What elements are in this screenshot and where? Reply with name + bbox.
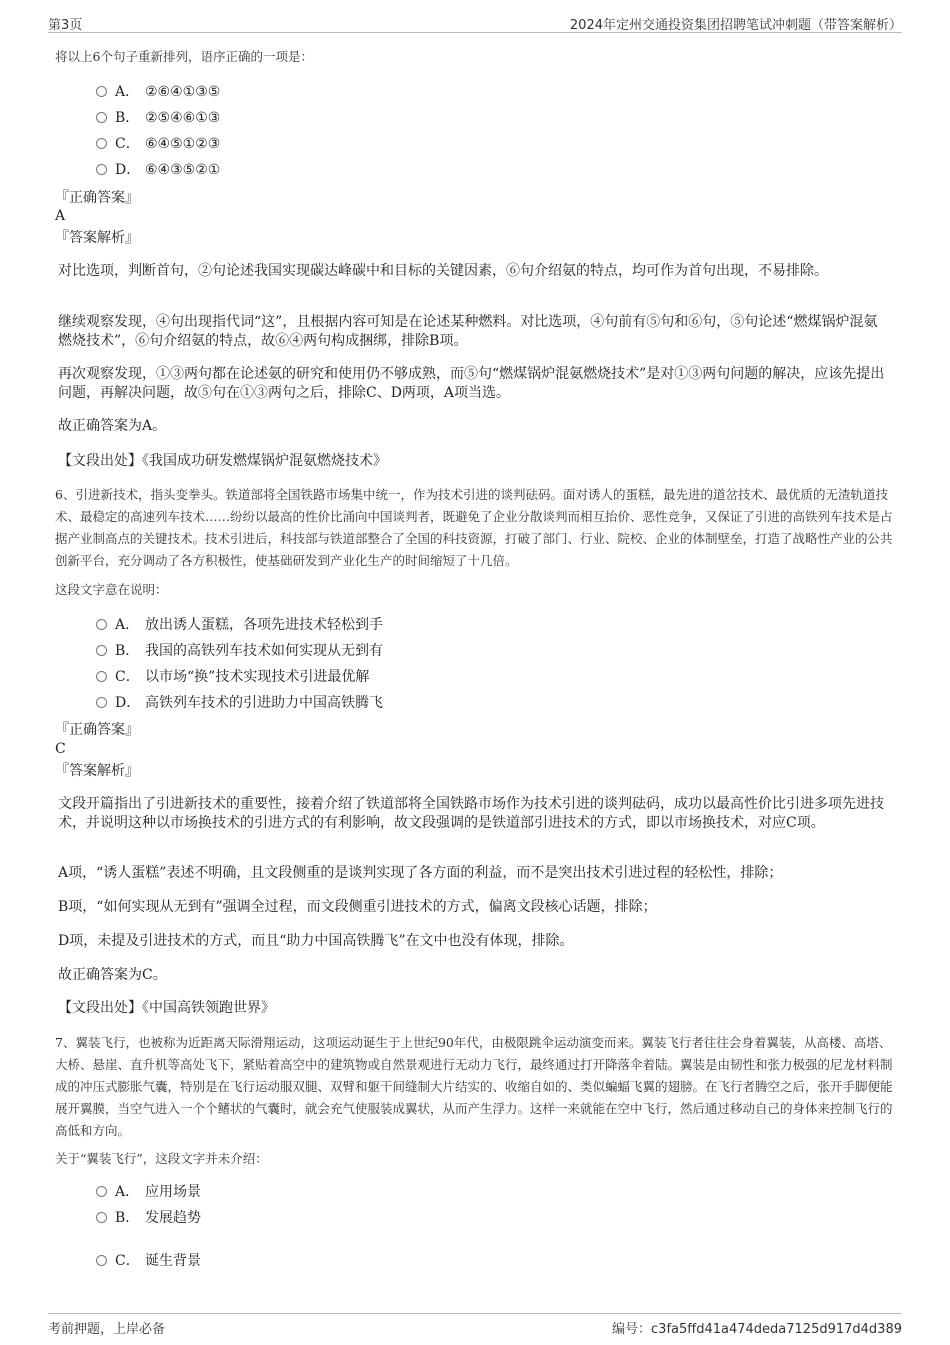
radio-icon[interactable]: [96, 112, 107, 123]
q6-option-b[interactable]: [96, 641, 383, 661]
document-code: 编号：c3fa5ffd41a474deda7125d917d4d389: [612, 1322, 902, 1337]
radio-icon[interactable]: [96, 1255, 107, 1266]
q5-option-b[interactable]: [96, 108, 220, 128]
option-text: 诞生背景: [145, 1253, 201, 1269]
q5-analysis-para: 对比选项，判断首句，②句论述我国实现碳达峰碳中和目标的关键因素，⑥句介绍氨的特点，均可作为首句出现，不易排除。: [58, 263, 828, 279]
q6-stem: 6、引进新技术，指头变拳头。铁道部将全国铁路市场集中统一，作为技术引进的谈判砝码。面对诱人的蛋糕，最先进的道岔技术、最优质的无渣轨道技术、最稳定的高速列车技术……纷纷以最高的性价比涌向中国谈判者，既避免了企业分散谈判而相互抬价、恶性竞争，又保证了引进的高铁列车技术是占据产业制高点的关键技术。技术引进后，科技部与铁道部整合了全国的科技资源，打破了部门、行业、院校、企业的体制壁垒，打造了战略性产业的公共创新平台，充分调动了各方积极性，使基础研发到产业化生产的时间缩短了十几倍。: [55, 487, 893, 568]
q5-analysis-para: 继续观察发现，④句出现指代词“这”，且根据内容可知是在论述某种燃料。对比选项，④句前有⑤句和⑥句，⑤句论述“燃煤锅炉混氨燃烧技术”，⑥句介绍氨的特点，故⑥④两句构成捆绑，排除B项。: [58, 314, 878, 349]
q6-prompt: 这段文字意在说明：: [55, 582, 168, 597]
option-text: 放出诱人蛋糕，各项先进技术轻松到手: [145, 617, 383, 633]
option-text: 发展趋势: [145, 1210, 201, 1226]
q5-answer: A: [55, 208, 66, 224]
option-letter: A．: [115, 1184, 140, 1200]
radio-icon[interactable]: [96, 619, 107, 630]
q5-answer-label: 『正确答案』: [55, 190, 139, 206]
page-header: [48, 12, 902, 33]
option-text: ⑥④⑤①②③: [145, 136, 221, 152]
option-letter: C．: [115, 136, 140, 152]
q6-option-c[interactable]: [96, 667, 369, 687]
q6-analysis-para: B项，“如何实现从无到有”强调全过程，而文段侧重引进技术的方式，偏离文段核心话题，排除；: [58, 899, 657, 915]
option-letter: D．: [115, 695, 141, 711]
q6-analysis-para: 故正确答案为C。: [58, 967, 167, 983]
q7-stem: 7、翼装飞行，也被称为近距离天际滑翔运动，这项运动诞生于上世纪90年代，由极限跳伞运动演变而来。翼装飞行者往往会身着翼装，从高楼、高塔、大桥、悬崖、直升机等高处飞下，紧贴着高空中的建筑物或自然景观进行无动力飞行，最终通过打开降落伞着陆。翼装是由韧性和张力极强的尼龙材料制成的冲压式膨胀气囊，特别是在飞行运动服双腿、双臂和躯干间缝制大片结实的、收缩自如的、类似蝙蝠飞翼的翅膀。在飞行者腾空之后，张开手脚便能展开翼膜，当空气进入一个个鳍状的气囊时，就会充气使服装成翼状，从而产生浮力。这样一来就能在空中飞行，然后通过移动自己的身体来控制飞行的高低和方向。: [55, 1035, 893, 1138]
option-text: ②⑥④①③⑤: [145, 84, 221, 100]
option-letter: B．: [115, 110, 140, 126]
footer-slogan: 考前押题，上岸必备: [48, 1322, 166, 1337]
q7-prompt: 关于“翼装飞行”，这段文字并未介绍：: [55, 1151, 268, 1166]
q5-source: 【文段出处】《我国成功研发燃煤锅炉混氨燃烧技术》: [58, 453, 387, 469]
q6-analysis-para: D项，未提及引进技术的方式，而且“助力中国高铁腾飞”在文中也没有体现，排除。: [58, 933, 574, 949]
radio-icon[interactable]: [96, 138, 107, 149]
q5-option-a[interactable]: [96, 82, 220, 102]
option-letter: B．: [115, 643, 140, 659]
q6-option-a[interactable]: [96, 615, 383, 635]
page-number: 第3页: [48, 18, 83, 33]
q6-option-d[interactable]: [96, 693, 383, 713]
option-text: 以市场“换”技术实现技术引进最优解: [145, 669, 370, 685]
option-text: 应用场景: [145, 1184, 201, 1200]
option-text: ②⑤④⑥①③: [145, 110, 221, 126]
radio-icon[interactable]: [96, 645, 107, 656]
q5-analysis-label: 『答案解析』: [55, 230, 139, 246]
option-letter: D．: [115, 162, 141, 178]
option-text: ⑥④③⑤②①: [145, 162, 221, 178]
q6-analysis-para: 文段开篇指出了引进新技术的重要性，接着介绍了铁道部将全国铁路市场作为技术引进的谈判砝码，成功以最高性价比引进多项先进技术，并说明这种以市场换技术的引进方式的有利影响，故文段强调的是铁道部引进技术的方式，即以市场换技术，对应C项。: [58, 796, 884, 831]
q7-option-a[interactable]: [96, 1182, 201, 1202]
radio-icon[interactable]: [96, 697, 107, 708]
option-text: 我国的高铁列车技术如何实现从无到有: [145, 643, 383, 659]
option-text: 高铁列车技术的引进助力中国高铁腾飞: [145, 695, 383, 711]
document-title: 2024年定州交通投资集团招聘笔试冲刺题（带答案解析）: [569, 18, 902, 33]
option-letter: C．: [115, 669, 140, 685]
q6-analysis-para: A项，“诱人蛋糕”表述不明确，且文段侧重的是谈判实现了各方面的利益，而不是突出技术引进过程的轻松性，排除；: [58, 865, 783, 881]
q5-analysis-para: 再次观察发现，①③两句都在论述氨的研究和使用仍不够成熟，而⑤句“燃煤锅炉混氨燃烧技术”是对①③两句问题的解决，应该先提出问题，再解决问题，故⑤句在①③两句之后，排除C、D两项，A项当选。: [58, 366, 885, 401]
q5-analysis-para: 故正确答案为A。: [58, 418, 167, 434]
q5-option-c[interactable]: [96, 134, 220, 154]
option-letter: C．: [115, 1253, 140, 1269]
q7-option-b[interactable]: [96, 1208, 201, 1228]
option-letter: A．: [115, 617, 140, 633]
radio-icon[interactable]: [96, 86, 107, 97]
option-letter: B．: [115, 1210, 140, 1226]
radio-icon[interactable]: [96, 1186, 107, 1197]
radio-icon[interactable]: [96, 671, 107, 682]
q5-option-d[interactable]: [96, 160, 220, 180]
q6-source: 【文段出处】《中国高铁领跑世界》: [58, 1000, 275, 1016]
q7-option-c[interactable]: [96, 1251, 201, 1271]
q5-prompt: 将以上6个句子重新排列，语序正确的一项是：: [55, 49, 313, 64]
radio-icon[interactable]: [96, 1212, 107, 1223]
q6-answer-label: 『正确答案』: [55, 722, 139, 738]
q6-analysis-label: 『答案解析』: [55, 763, 139, 779]
radio-icon[interactable]: [96, 164, 107, 175]
page-footer: [48, 1313, 902, 1336]
q6-answer: C: [55, 741, 66, 757]
option-letter: A．: [115, 84, 140, 100]
